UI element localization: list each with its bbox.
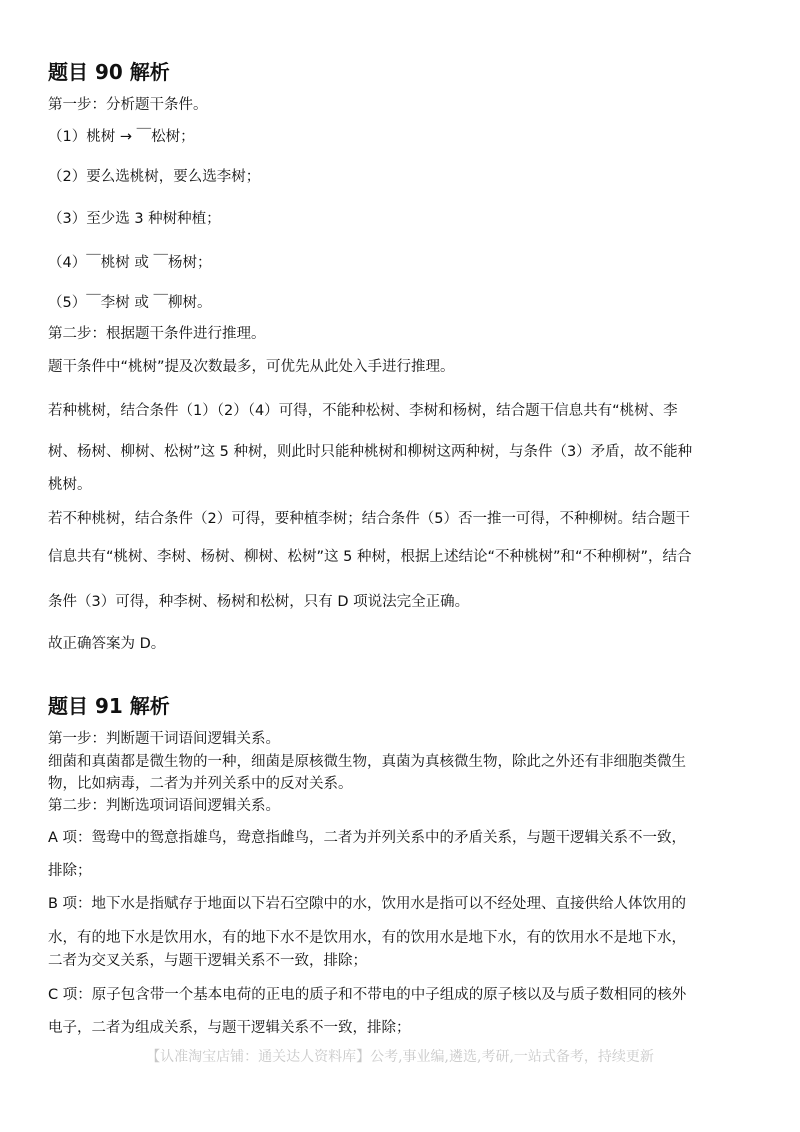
section-90-title: 题目 90 解析 <box>48 60 170 84</box>
s91-line-8: 水，有的地下水是饮用水，有的地下水不是饮用水，有的饮用水是地下水，有的饮用水不是地下水， <box>48 930 686 946</box>
s90-line-10: 树、杨树、柳树、松树”这 5 种树，则此时只能种桃树和柳树这两种树，与条件（3）矛盾，故不能种 <box>48 444 693 460</box>
s90-line-2: （1）桃树 → ￣松树； <box>48 129 195 145</box>
section-91-title: 题目 91 解析 <box>48 694 170 718</box>
s91-line-7: B 项：地下水是指赋存于地面以下岩石空隙中的水，饮用水是指可以不经处理、直接供给人体饮用的 <box>48 896 687 912</box>
s91-line-9: 二者为交叉关系，与题干逻辑关系不一致，排除； <box>48 953 367 969</box>
s90-line-12: 若不种桃树，结合条件（2）可得，要种植李树；结合条件（5）否一推一可得，不种柳树。结合题干 <box>48 511 690 527</box>
s90-line-13: 信息共有“桃树、李树、杨树、柳树、松树”这 5 种树，根据上述结论“不种桃树”和“不种柳树”，结合 <box>48 549 692 565</box>
s90-line-9: 若种桃树，结合条件（1）（2）（4）可得，不能种松树、李树和杨树，结合题干信息共有“桃树、李 <box>48 403 678 419</box>
s90-line-3: （2）要么选桃树，要么选李树； <box>48 169 261 185</box>
s90-line-11: 桃树。 <box>48 477 92 493</box>
s90-line-5: （4）￣桃树 或 ￣杨树； <box>48 255 212 271</box>
s91-line-11: 电子，二者为组成关系，与题干逻辑关系不一致，排除； <box>48 1020 411 1036</box>
s90-line-14: 条件（3）可得，种李树、杨树和松树，只有 D 项说法完全正确。 <box>48 594 470 610</box>
watermark-text: 【认准淘宝店铺：通关达人资料库】公考,事业编,遴选,考研,一站式备考，持续更新 <box>146 1049 654 1065</box>
s90-line-4: （3）至少选 3 种树种植； <box>48 211 221 227</box>
s91-line-4: 第二步：判断选项词语间逻辑关系。 <box>48 798 280 814</box>
s90-line-7: 第二步：根据题干条件进行推理。 <box>48 326 266 342</box>
s91-line-1: 第一步：判断题干词语间逻辑关系。 <box>48 731 280 747</box>
s90-line-1: 第一步：分析题干条件。 <box>48 97 208 113</box>
s91-line-5: A 项：鸳鸯中的鸳意指雄鸟，鸯意指雌鸟，二者为并列关系中的矛盾关系，与题干逻辑关系不一致， <box>48 830 687 846</box>
s90-line-15: 故正确答案为 D。 <box>48 636 166 652</box>
s91-line-6: 排除； <box>48 863 92 879</box>
s91-line-3: 物，比如病毒，二者为并列关系中的反对关系。 <box>48 776 353 792</box>
s91-line-10: C 项：原子包含带一个基本电荷的正电的质子和不带电的中子组成的原子核以及与质子数相同的核外 <box>48 987 687 1003</box>
s91-line-2: 细菌和真菌都是微生物的一种，细菌是原核微生物，真菌为真核微生物，除此之外还有非细胞类微生 <box>48 754 686 770</box>
s90-line-8: 题干条件中“桃树”提及次数最多，可优先从此处入手进行推理。 <box>48 359 455 375</box>
s90-line-6: （5）￣李树 或 ￣柳树。 <box>48 295 212 311</box>
